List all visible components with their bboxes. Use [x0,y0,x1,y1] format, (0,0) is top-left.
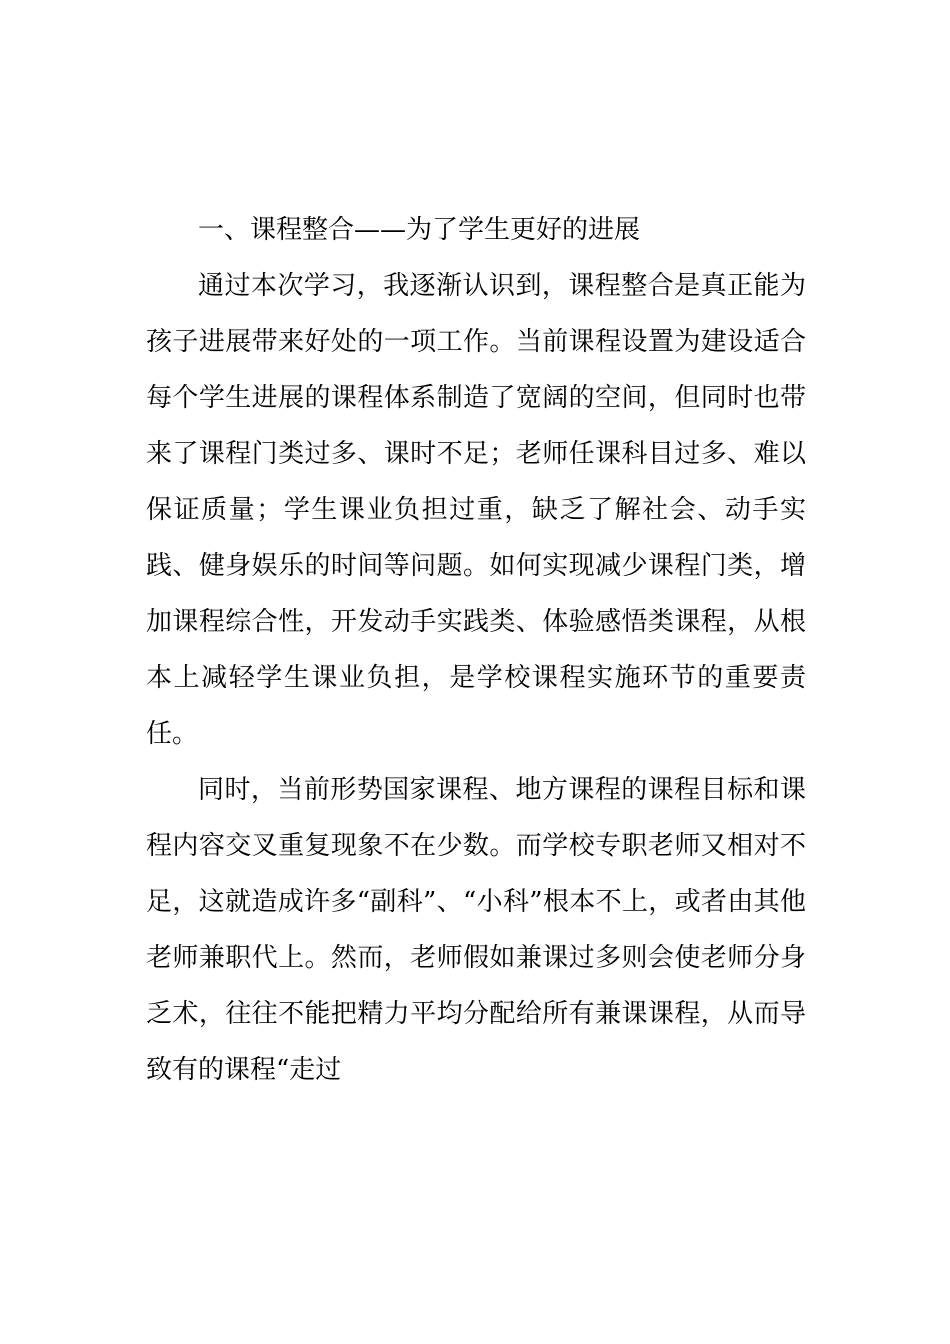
paragraph-2: 同时，当前形势国家课程、地方课程的课程目标和课程内容交叉重复现象不在少数。而学校专职老师又相对不足，这就造成许多“副科”、“小科”根本不上，或者由其他老师兼职代上。然而，老师假如兼课过多则会使老师分身乏术，往往不能把精力平均分配给所有兼课课程，从而导致有的课程“走过 [146,775,806,1085]
section-heading: 一、课程整合——为了学生更好的进展 [198,215,641,245]
document-body [146,202,806,1098]
paragraph-1: 通过本次学习，我逐渐认识到，课程整合是真正能为孩子进展带来好处的一项工作。当前课程设置为建设适合每个学生进展的课程体系制造了宽阔的空间，但同时也带来了课程门类过多、课时不足；老师任课科目过多、难以保证质量；学生课业负担过重，缺乏了解社会、动手实践、健身娱乐的时间等问题。如何实现减少课程门类，增加课程综合性，开发动手实践类、体验感悟类课程，从根本上减轻学生课业负担，是学校课程实施环节的重要责任。 [146,271,806,749]
